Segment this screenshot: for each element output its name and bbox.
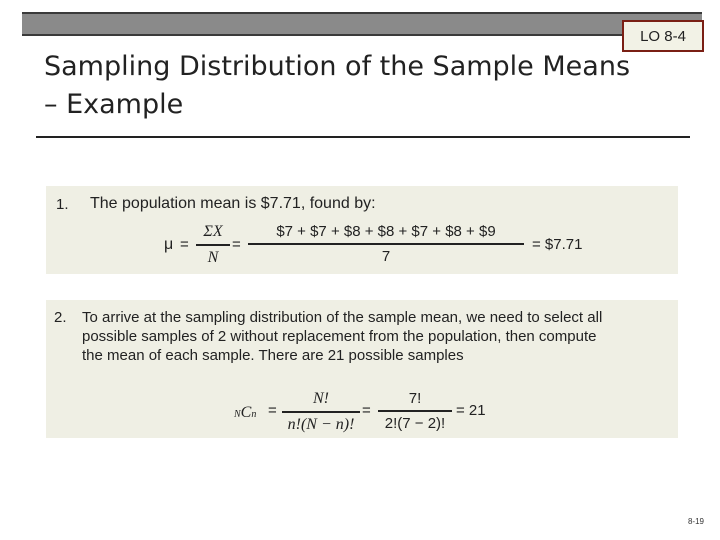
frac2-numerator: 7! xyxy=(408,390,422,407)
values-denominator: 7 xyxy=(381,247,391,265)
step1-statement: The population mean is $7.71, found by: xyxy=(90,195,376,212)
sum-numerator: ΣX xyxy=(203,223,223,240)
step1-panel xyxy=(46,186,678,274)
step2-line1: To arrive at the sampling distribution of the sample mean, we need to select all xyxy=(82,309,603,326)
title-underline xyxy=(36,136,690,138)
comb-N-sub: N xyxy=(234,409,241,420)
step1-result: = $7.71 xyxy=(532,236,583,253)
step2-line2: possible samples of 2 without replacement from the population, then compute xyxy=(82,328,597,345)
sum-denominator: N xyxy=(207,248,219,266)
step2-line3: the mean of each sample. There are 21 possible samples xyxy=(82,347,464,364)
frac1-denominator: n!(N − n)! xyxy=(287,415,355,433)
slide-title xyxy=(44,48,684,124)
step2-equals-2: = xyxy=(362,402,371,419)
step2-result: = 21 xyxy=(456,402,486,419)
fraction-bar xyxy=(378,410,452,412)
frac1-numerator: N! xyxy=(313,390,329,407)
comb-n-sub: n xyxy=(251,409,257,420)
mu-symbol: μ xyxy=(164,236,174,253)
step1-equals-2: = xyxy=(232,236,241,253)
comb-C: C xyxy=(240,404,252,421)
step1-sum-fraction xyxy=(196,223,230,267)
values-numerator: $7 + $7 + $8 + $8 + $7 + $8 + $9 xyxy=(276,223,496,240)
step2-fraction-1 xyxy=(282,390,360,434)
fraction-bar xyxy=(248,243,524,245)
fraction-bar xyxy=(282,411,360,413)
frac2-denominator: 2!(7 − 2)! xyxy=(384,414,446,432)
slide-title-line1: Sampling Distribution of the Sample Means xyxy=(44,51,631,82)
step2-fraction-2 xyxy=(378,390,452,432)
page-number: 8-19 xyxy=(687,517,704,526)
step2-panel xyxy=(46,300,678,438)
step1-equals-1: = xyxy=(180,236,189,253)
slide-title-line2: – Example xyxy=(44,89,184,120)
learning-objective-badge: LO 8-4 xyxy=(622,20,704,52)
step2-number: 2. xyxy=(54,309,67,326)
step1-number: 1. xyxy=(56,196,69,213)
step2-equals-1: = xyxy=(268,402,277,419)
title-decoration-bar xyxy=(22,12,702,36)
fraction-bar xyxy=(196,244,230,246)
step1-values-fraction xyxy=(248,223,524,265)
combination-symbol xyxy=(234,404,256,422)
